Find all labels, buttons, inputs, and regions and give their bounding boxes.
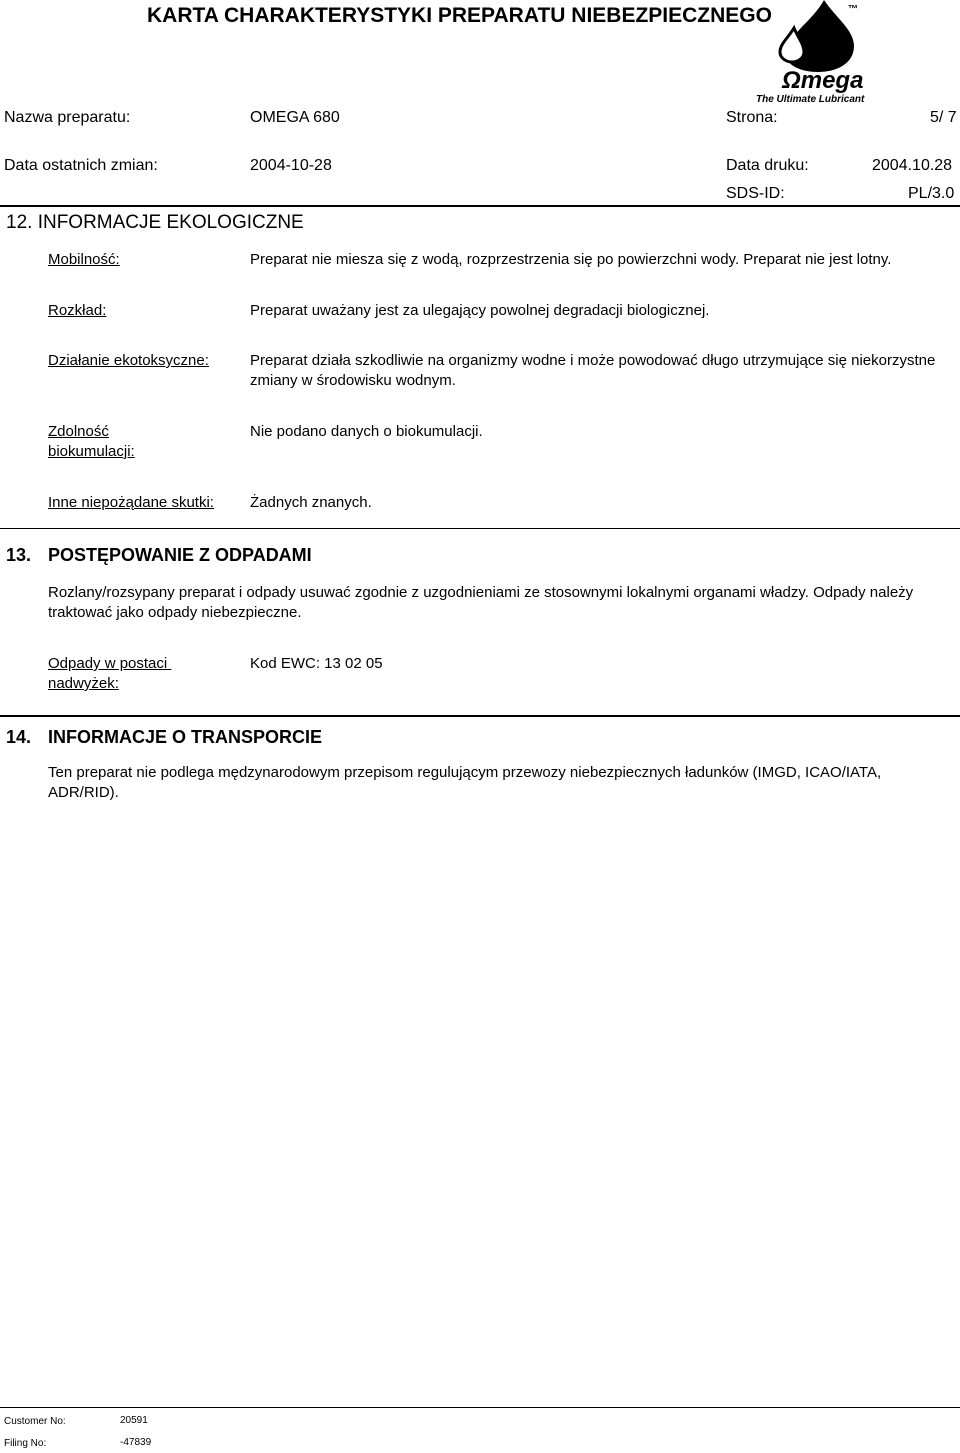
other-effects-text: Żadnych znanych.	[250, 494, 372, 511]
ecotoxicity-text: Preparat działa szkodliwie na organizmy wodne i może powodować długo utrzymujące się niekorzystne zmiany w środowisku wodnym.	[250, 352, 936, 389]
ecotoxicity-label: Działanie ekotoksyczne:	[48, 352, 209, 369]
page-label: Strona:	[726, 109, 778, 126]
section-14-number: 14.	[6, 727, 32, 747]
disposal-text: Rozlany/rozsypany preparat i odpady usuwać zgodnie z uzgodnieniami ze stosownymi lokalnymi organami władzy. Odpady należy traktować jako odpady niebezpieczne.	[48, 584, 914, 621]
logo-trademark: ™	[848, 4, 858, 15]
sds-id-label: SDS-ID:	[726, 185, 785, 202]
waste-label-line2: nadwyżek:	[48, 675, 119, 692]
section-13-number: 13.	[6, 545, 32, 565]
mobility-text: Preparat nie miesza się z wodą, rozprzestrzenia się po powierzchni wody. Preparat nie jest lotny.	[250, 251, 892, 268]
logo-tagline: The Ultimate Lubricant	[756, 94, 865, 105]
section-12-divider	[0, 528, 960, 529]
print-date-value: 2004.10.28	[872, 157, 953, 174]
section-13-divider	[0, 715, 960, 717]
other-effects-label: Inne niepożądane skutki:	[48, 494, 214, 511]
waste-label-line1: Odpady w postaci	[48, 655, 172, 672]
last-change-label: Data ostatnich zmian:	[4, 157, 158, 174]
page-value: 5/ 7	[930, 109, 957, 126]
transport-text: Ten preparat nie podlega mędzynarodowym przepisom regulującym przewozy niebezpiecznych ładunków (IMGD, ICAO/IATA, ADR/RID).	[48, 764, 882, 801]
omega-logo	[752, 0, 902, 106]
degradation-label: Rozkład:	[48, 302, 107, 319]
section-12-title: 12. INFORMACJE EKOLOGICZNE	[6, 212, 304, 233]
filing-no-value: -47839	[120, 1437, 152, 1448]
print-date-label: Data druku:	[726, 157, 809, 174]
bioaccumulation-label-line2: biokumulacji:	[48, 443, 135, 460]
oil-drop-icon	[752, 0, 902, 106]
mobility-label: Mobilność:	[48, 251, 120, 268]
footer-divider	[0, 1407, 960, 1408]
logo-brand: Ωmega	[782, 67, 864, 94]
ewc-code: Kod EWC: 13 02 05	[250, 655, 383, 672]
customer-no-label: Customer No:	[4, 1416, 66, 1427]
sds-id-value: PL/3.0	[908, 185, 955, 202]
filing-no-label: Filing No:	[4, 1438, 47, 1449]
header-divider	[0, 205, 960, 207]
last-change-value: 2004-10-28	[250, 157, 332, 174]
section-14-title: INFORMACJE O TRANSPORCIE	[48, 727, 323, 747]
document-title: KARTA CHARAKTERYSTYKI PREPARATU NIEBEZPIECZNEGO	[147, 4, 772, 27]
section-13-title: POSTĘPOWANIE Z ODPADAMI	[48, 545, 312, 565]
bioaccumulation-text: Nie podano danych o biokumulacji.	[250, 423, 483, 440]
product-name-value: OMEGA 680	[250, 109, 340, 126]
customer-no-value: 20591	[120, 1415, 148, 1426]
product-name-label: Nazwa preparatu:	[4, 109, 131, 126]
bioaccumulation-label-line1: Zdolność	[48, 423, 109, 440]
degradation-text: Preparat uważany jest za ulegający powolnej degradacji biologicznej.	[250, 302, 710, 319]
